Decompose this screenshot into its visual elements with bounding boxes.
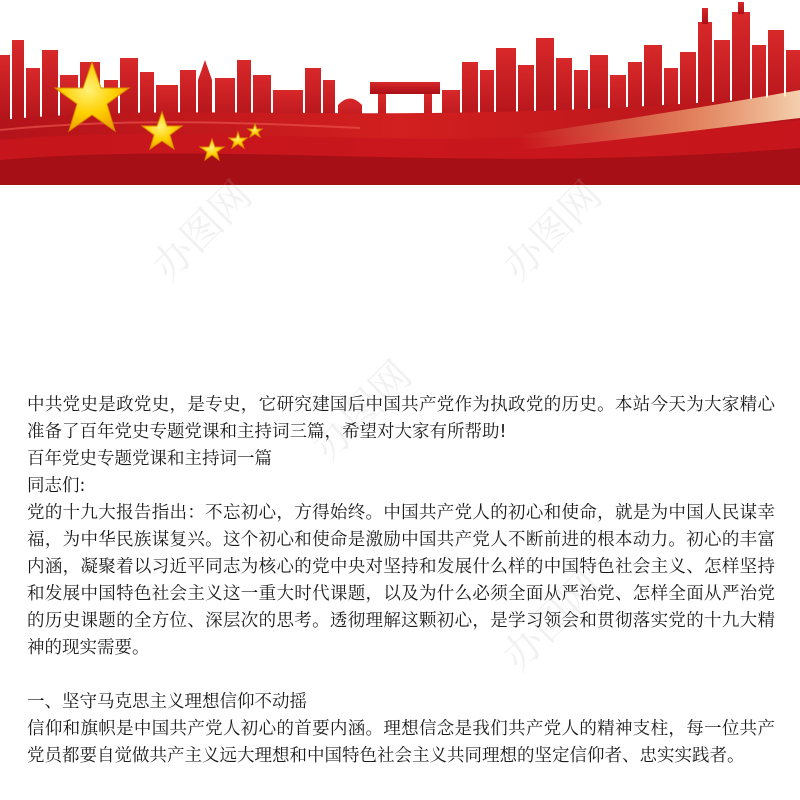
watermark-text: 办图网 — [493, 562, 612, 680]
section-paragraph: 信仰和旗帜是中国共产党人初心的首要内涵。理想信念是我们共产党人的精神支柱，每一位共产党员都要自觉做共产主义远大理想和中国特色社会主义共同理想的坚定信仰者、忠实实践者。 — [27, 719, 775, 766]
section-heading: 一、坚守马克思主义理想信仰不动摇 — [27, 692, 307, 712]
watermark-text: 办图网 — [493, 172, 612, 290]
intro-paragraph: 中共党史是政党史，是专史，它研究建国后中国共产党作为执政党的历史。本站今天为大家精心准备了百年党史专题党课和主持词三篇，希望对大家有所帮助! — [27, 395, 775, 442]
watermark-text: 办图网 — [303, 352, 422, 470]
banner-graphic — [0, 0, 800, 185]
greeting: 同志们: — [27, 476, 86, 496]
watermark-text: 办图网 — [143, 172, 262, 290]
body-paragraph: 党的十九大报告指出：不忘初心，方得始终。中国共产党人的初心和使命，就是为中国人民谋幸福，为中华民族谋复兴。这个初心和使命是激励中国共产党人不断前进的根本动力。初心的丰富内涵，凝聚着以习近平同志为核心的党中央对坚持和发展什么样的中国特色社会主义、怎样坚持和发展中国特色社会主义这一重大时代课题，以及为什么必须全面从严治党、怎样全面从严治党的历史课题的全方位、深层次的思考。透彻理解这颗初心，是学习领会和贯彻落实党的十九大精神的现实需要。 — [27, 503, 775, 658]
article-body — [27, 392, 775, 770]
paragraph-spacer — [27, 662, 775, 689]
article-subtitle: 百年党史专题党课和主持词一篇 — [27, 449, 272, 469]
header-banner — [0, 0, 800, 185]
